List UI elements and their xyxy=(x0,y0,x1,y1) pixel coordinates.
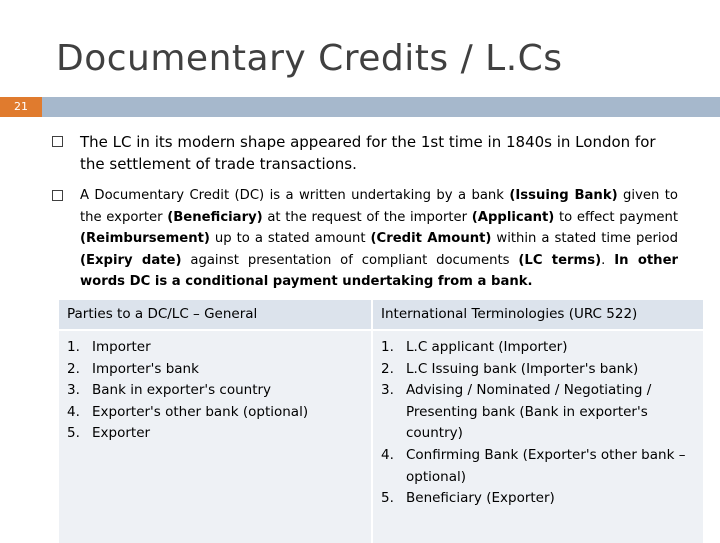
text-run: A Documentary Credit (DC) is a written undertaking by a bank xyxy=(80,188,510,203)
table-cell-general xyxy=(59,330,372,543)
list-number: 3. xyxy=(67,382,80,399)
list-number: 1. xyxy=(67,339,80,355)
parties-table xyxy=(59,300,703,543)
list-number: 2. xyxy=(381,360,394,377)
list-item-text: L.C Issuing bank (Importer's bank) xyxy=(406,360,639,377)
hollow-square-bullet-icon xyxy=(52,190,64,202)
text-run: to effect payment xyxy=(554,209,679,225)
hollow-square-bullet-icon xyxy=(52,136,64,148)
text-run: up to a stated amount xyxy=(209,231,371,247)
urc-terms-list xyxy=(373,337,703,510)
general-party-item xyxy=(59,380,371,402)
slide-number: 21 xyxy=(0,97,42,117)
list-item-text: L.C applicant (Importer) xyxy=(406,339,568,355)
urc-term-item xyxy=(373,380,703,445)
emphasis-term: (Expiry date) xyxy=(80,252,182,268)
list-item-text: Exporter's other bank (optional) xyxy=(92,403,309,420)
table-cell-urc xyxy=(372,330,703,543)
list-number: 1. xyxy=(381,339,394,355)
list-number: 4. xyxy=(381,446,394,463)
list-item-text: Beneficiary (Exporter) xyxy=(406,490,555,507)
general-parties-list xyxy=(59,337,371,445)
emphasis-term: (Reimbursement) xyxy=(80,231,210,247)
bullet-text-history: The LC in its modern shape appeared for the 1st time in 1840s in London for the settlement of trade transactions. xyxy=(80,133,656,173)
list-number: 2. xyxy=(67,360,80,377)
bullet-text-definition xyxy=(80,185,678,293)
general-party-item xyxy=(59,402,371,424)
text-run: at the request of the importer xyxy=(262,209,472,225)
list-number: 5. xyxy=(67,425,80,442)
text-run: . xyxy=(601,252,615,268)
list-item-text: Confirming Bank (Exporter's other bank – optional) xyxy=(406,446,686,485)
emphasis-term: (Beneficiary) xyxy=(167,209,263,225)
list-item-text: Advising / Nominated / Negotiating / Presenting bank (Bank in exporter's country) xyxy=(406,382,652,442)
general-party-item xyxy=(59,423,371,445)
table-header-general: Parties to a DC/LC – General xyxy=(59,300,372,330)
text-run: against presentation of compliant documents xyxy=(181,252,519,268)
urc-term-item xyxy=(373,488,703,510)
list-number: 4. xyxy=(67,403,80,420)
table-header-urc: International Terminologies (URC 522) xyxy=(372,300,703,330)
text-run: given to the exporter xyxy=(80,188,678,225)
emphasis-term: (Credit Amount) xyxy=(370,231,492,247)
list-item-text: Importer xyxy=(92,339,151,355)
urc-term-item xyxy=(373,337,703,359)
urc-term-item xyxy=(373,359,703,381)
header-bar xyxy=(0,97,720,117)
slide-title: Documentary Credits / L.Cs xyxy=(56,38,563,79)
urc-term-item xyxy=(373,445,703,488)
emphasis-term: (Applicant) xyxy=(471,209,555,225)
general-party-item xyxy=(59,359,371,381)
list-number: 3. xyxy=(381,382,394,399)
emphasis-term: (Issuing Bank) xyxy=(509,188,618,203)
text-run: within a stated time period xyxy=(491,231,678,247)
emphasis-term: In other words DC is a conditional payment undertaking from a bank. xyxy=(80,252,679,290)
list-number: 5. xyxy=(381,490,394,507)
general-party-item xyxy=(59,337,371,359)
list-item-text: Exporter xyxy=(92,425,151,442)
emphasis-term: (LC terms) xyxy=(518,252,602,268)
list-item-text: Bank in exporter's country xyxy=(92,382,272,399)
list-item-text: Importer's bank xyxy=(92,360,199,377)
